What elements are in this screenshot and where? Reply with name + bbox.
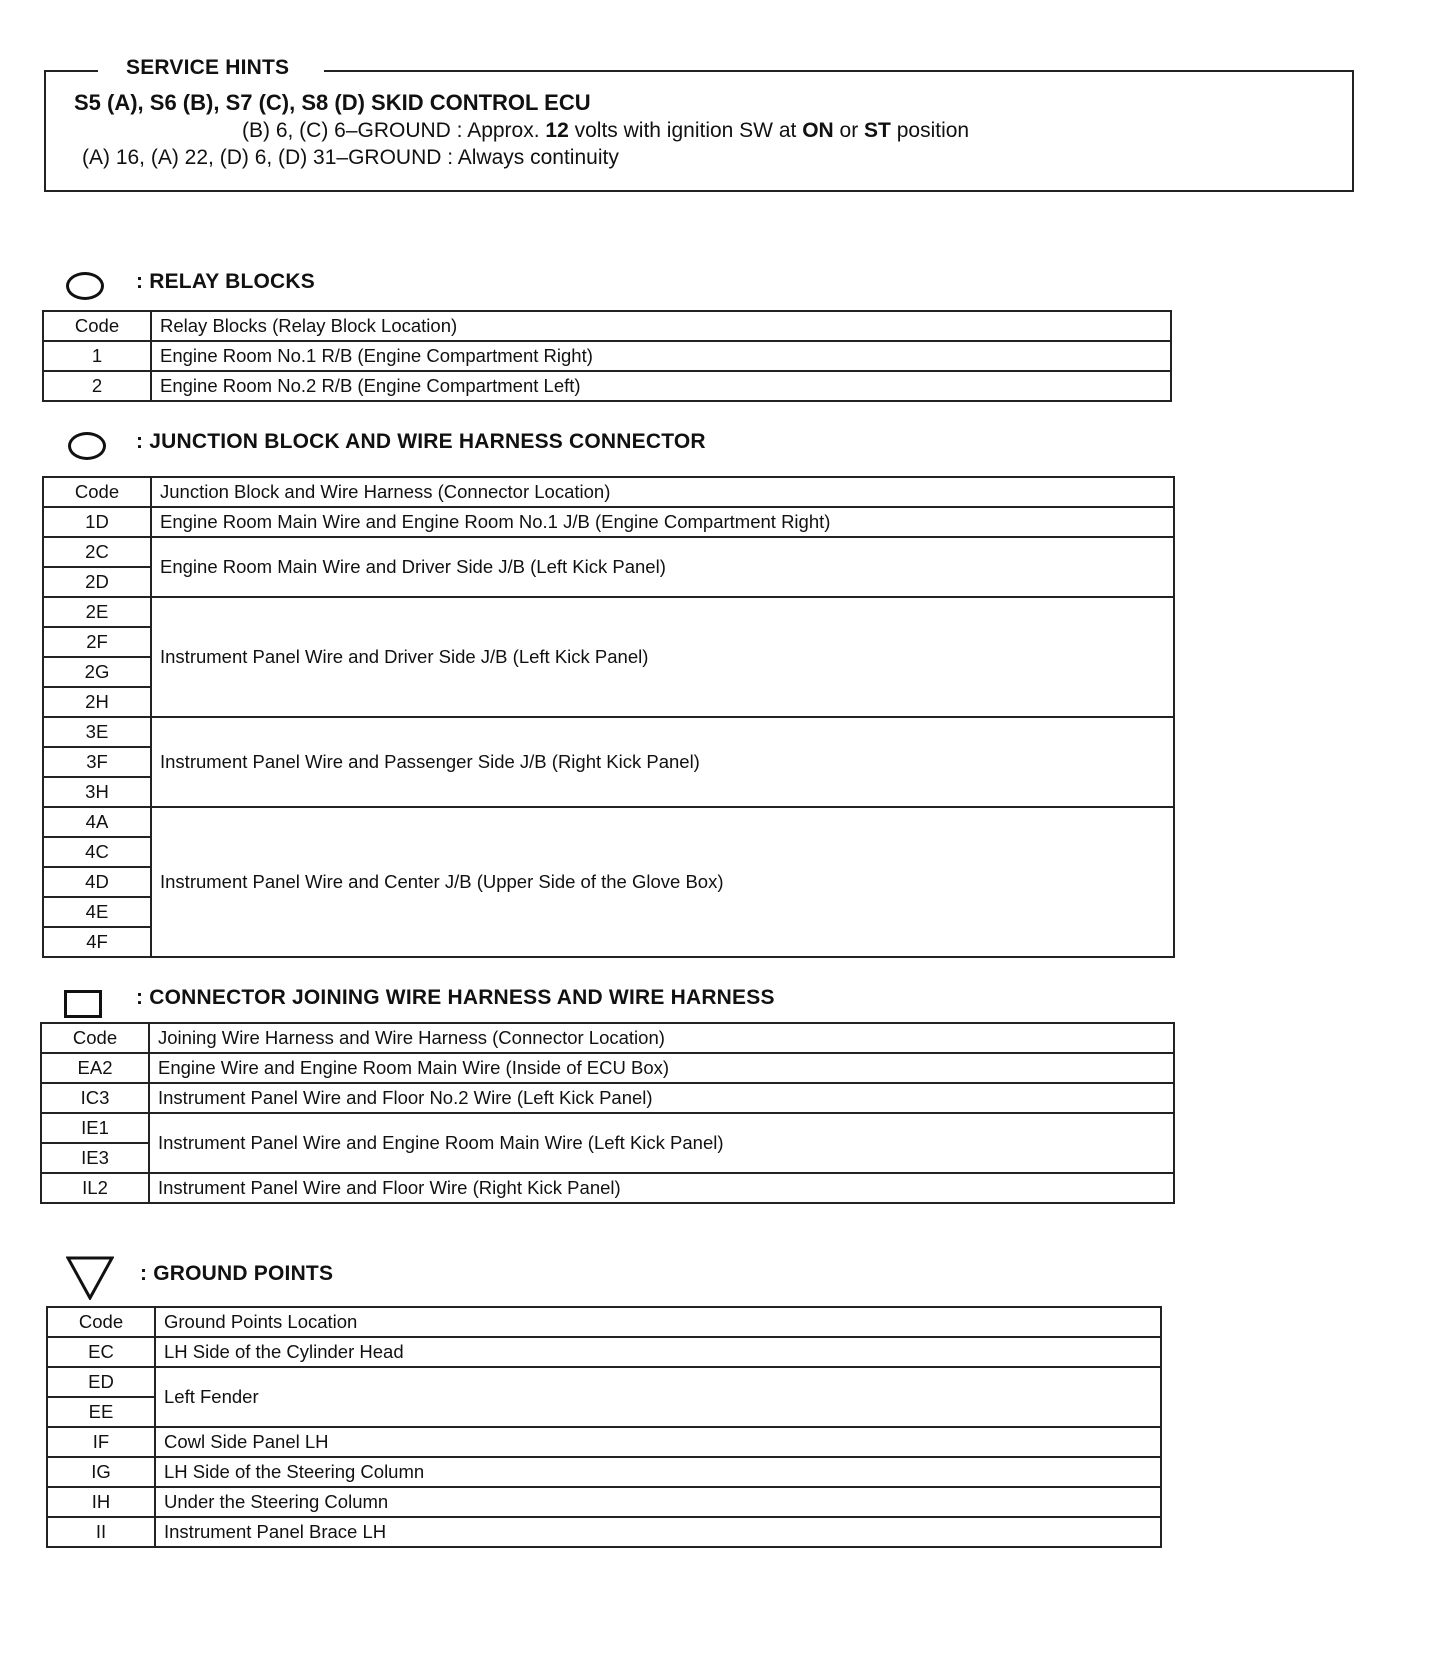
code-cell: 1D xyxy=(43,507,151,537)
code-cell: IF xyxy=(47,1427,155,1457)
column-header-location: Relay Blocks (Relay Block Location) xyxy=(151,311,1171,341)
code-cell: IH xyxy=(47,1487,155,1517)
junction-block-oval-icon xyxy=(68,432,106,460)
ground-points-title: : GROUND POINTS xyxy=(140,1262,334,1285)
table-row xyxy=(41,1083,1174,1113)
code-cell: IE1 xyxy=(41,1113,149,1143)
column-header-code: Code xyxy=(47,1307,155,1337)
code-cell: EC xyxy=(47,1337,155,1367)
code-cell: ED xyxy=(47,1367,155,1397)
column-header-code: Code xyxy=(43,311,151,341)
relay-blocks-table xyxy=(42,310,1172,402)
service-hints-line-1 xyxy=(242,119,969,143)
code-cell: II xyxy=(47,1517,155,1547)
code-cell: 2E xyxy=(43,597,151,627)
code-cell: 2C xyxy=(43,537,151,567)
hint-text: volts with ignition SW at xyxy=(568,119,803,142)
code-cell: 4A xyxy=(43,807,151,837)
code-cell: 2G xyxy=(43,657,151,687)
hint-text: or xyxy=(833,119,865,142)
hint-text: position xyxy=(890,119,970,142)
location-cell: Engine Room No.1 R/B (Engine Compartment Right) xyxy=(151,341,1171,371)
code-cell: 4C xyxy=(43,837,151,867)
code-cell: 1 xyxy=(43,341,151,371)
junction-blocks-table xyxy=(42,476,1175,958)
hint-switch-st: ST xyxy=(864,119,891,142)
table-row xyxy=(43,807,1174,837)
location-cell: Instrument Panel Wire and Floor No.2 Wire (Left Kick Panel) xyxy=(149,1083,1174,1113)
connectors-title: : CONNECTOR JOINING WIRE HARNESS AND WIRE HARNESS xyxy=(136,986,775,1009)
location-cell: Instrument Panel Wire and Floor Wire (Right Kick Panel) xyxy=(149,1173,1174,1203)
table-row xyxy=(47,1517,1161,1547)
code-cell: IC3 xyxy=(41,1083,149,1113)
location-cell: Cowl Side Panel LH xyxy=(155,1427,1161,1457)
column-header-code: Code xyxy=(43,477,151,507)
table-header-row xyxy=(41,1023,1174,1053)
location-cell: Engine Room Main Wire and Engine Room No.1 J/B (Engine Compartment Right) xyxy=(151,507,1174,537)
ground-triangle-icon xyxy=(66,1256,114,1300)
box-top-border-right xyxy=(324,70,1354,72)
code-cell: 4F xyxy=(43,927,151,957)
column-header-location: Junction Block and Wire Harness (Connector Location) xyxy=(151,477,1174,507)
table-row xyxy=(47,1487,1161,1517)
junction-blocks-title: : JUNCTION BLOCK AND WIRE HARNESS CONNECTOR xyxy=(136,430,706,453)
location-cell: Instrument Panel Wire and Passenger Side J/B (Right Kick Panel) xyxy=(151,717,1174,807)
table-header-row xyxy=(47,1307,1161,1337)
location-cell: Instrument Panel Wire and Center J/B (Upper Side of the Glove Box) xyxy=(151,807,1174,957)
service-hints-heading: S5 (A), S6 (B), S7 (C), S8 (D) SKID CONTROL ECU xyxy=(74,90,591,115)
connector-rect-icon xyxy=(64,990,102,1018)
location-cell: Engine Room Main Wire and Driver Side J/B (Left Kick Panel) xyxy=(151,537,1174,597)
code-cell: 2 xyxy=(43,371,151,401)
table-row xyxy=(43,537,1174,567)
location-cell: Left Fender xyxy=(155,1367,1161,1427)
location-cell: Engine Wire and Engine Room Main Wire (Inside of ECU Box) xyxy=(149,1053,1174,1083)
service-hints-line-2: (A) 16, (A) 22, (D) 6, (D) 31–GROUND : Always continuity xyxy=(82,146,619,169)
service-hints-title: SERVICE HINTS xyxy=(126,56,290,79)
location-cell: LH Side of the Steering Column xyxy=(155,1457,1161,1487)
hint-text: (B) 6, (C) 6–GROUND : Approx. xyxy=(242,119,546,142)
location-cell: Instrument Panel Wire and Engine Room Main Wire (Left Kick Panel) xyxy=(149,1113,1174,1173)
relay-block-oval-icon xyxy=(66,272,104,300)
hint-voltage: 12 xyxy=(545,119,569,142)
ground-points-table xyxy=(46,1306,1162,1548)
table-row xyxy=(47,1427,1161,1457)
box-top-border-left xyxy=(44,70,98,72)
code-cell: 4D xyxy=(43,867,151,897)
table-header-row xyxy=(43,311,1171,341)
column-header-location: Ground Points Location xyxy=(155,1307,1161,1337)
code-cell: IE3 xyxy=(41,1143,149,1173)
code-cell: 3F xyxy=(43,747,151,777)
table-row xyxy=(43,597,1174,627)
table-row xyxy=(43,507,1174,537)
code-cell: 3H xyxy=(43,777,151,807)
table-header-row xyxy=(43,477,1174,507)
table-row xyxy=(43,717,1174,747)
table-row xyxy=(43,341,1171,371)
location-cell: LH Side of the Cylinder Head xyxy=(155,1337,1161,1367)
code-cell: 2H xyxy=(43,687,151,717)
column-header-location: Joining Wire Harness and Wire Harness (Connector Location) xyxy=(149,1023,1174,1053)
table-row xyxy=(43,371,1171,401)
table-row xyxy=(41,1173,1174,1203)
code-cell: 2D xyxy=(43,567,151,597)
hint-switch-on: ON xyxy=(802,119,834,142)
code-cell: 2F xyxy=(43,627,151,657)
location-cell: Instrument Panel Brace LH xyxy=(155,1517,1161,1547)
table-row xyxy=(47,1457,1161,1487)
code-cell: EA2 xyxy=(41,1053,149,1083)
location-cell: Under the Steering Column xyxy=(155,1487,1161,1517)
connectors-table xyxy=(40,1022,1175,1204)
location-cell: Engine Room No.2 R/B (Engine Compartment Left) xyxy=(151,371,1171,401)
code-cell: IL2 xyxy=(41,1173,149,1203)
code-cell: EE xyxy=(47,1397,155,1427)
table-row xyxy=(47,1337,1161,1367)
relay-blocks-title: : RELAY BLOCKS xyxy=(136,270,315,293)
column-header-code: Code xyxy=(41,1023,149,1053)
location-cell: Instrument Panel Wire and Driver Side J/B (Left Kick Panel) xyxy=(151,597,1174,717)
code-cell: IG xyxy=(47,1457,155,1487)
table-row xyxy=(47,1367,1161,1397)
table-row xyxy=(41,1053,1174,1083)
code-cell: 3E xyxy=(43,717,151,747)
code-cell: 4E xyxy=(43,897,151,927)
table-row xyxy=(41,1113,1174,1143)
